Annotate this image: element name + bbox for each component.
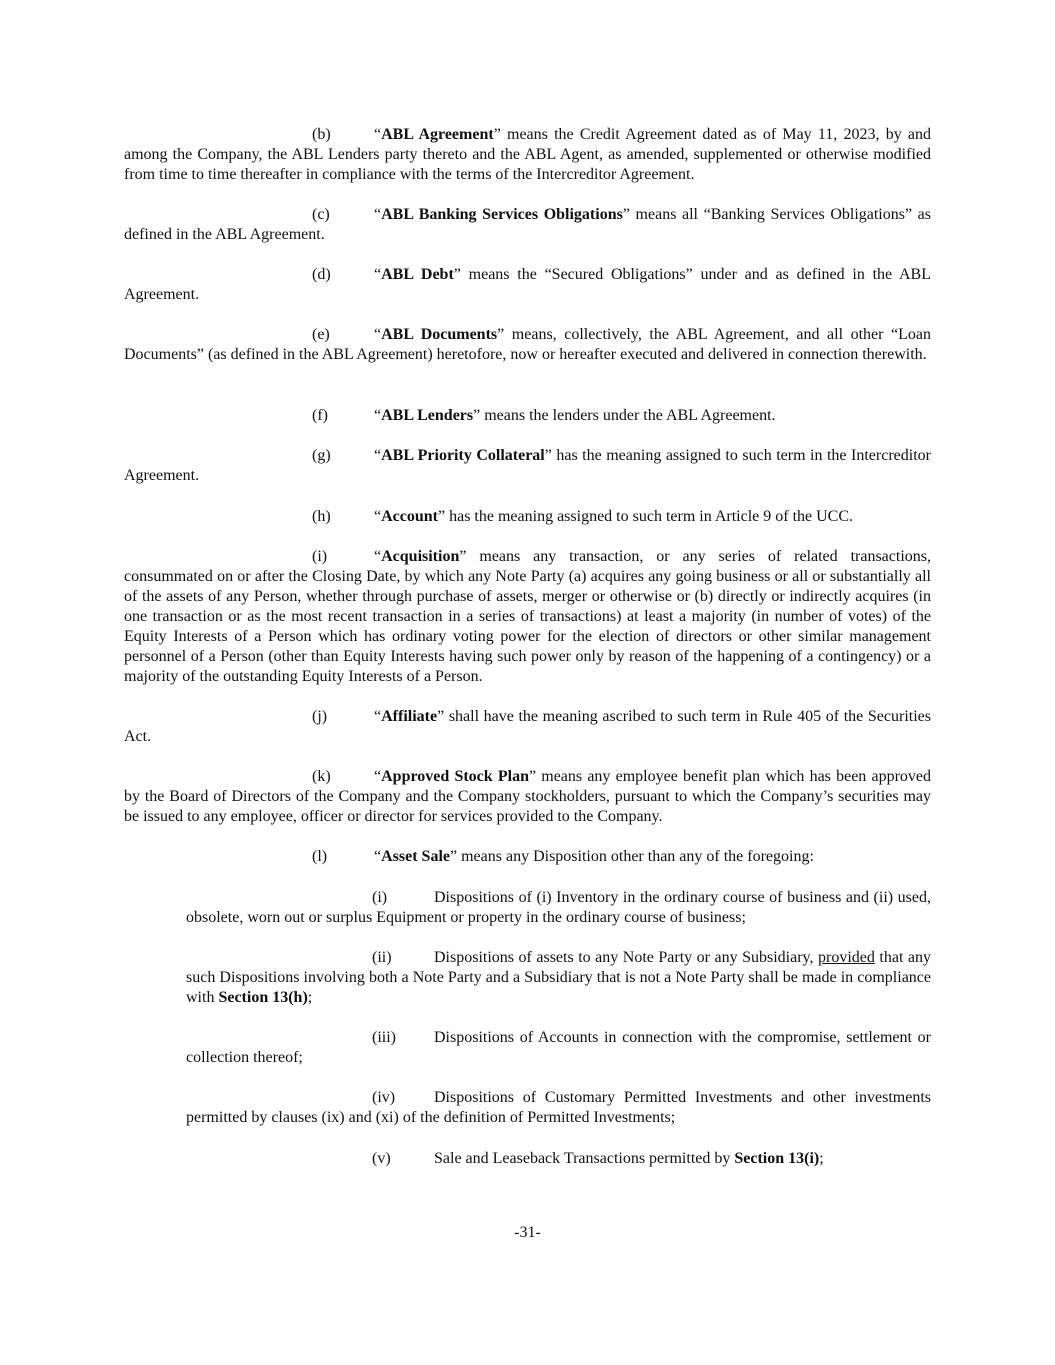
subclause-text: Dispositions of (i) Inventory in the ordinary course of business and (ii) used, obsolete, worn out or surplus Equipment or property in the ordinary course of business; — [186, 889, 931, 926]
subclause-number: (iv) — [372, 1089, 396, 1106]
asset-sale-exclusion-i — [186, 888, 931, 928]
subclause-text: Dispositions of Customary Permitted Investments and other investments permitted by clauses (ix) and (xi) of the definition of Permitted Investments; — [186, 1089, 931, 1126]
defined-term: ABL Debt — [381, 266, 454, 283]
defined-term: ABL Documents — [381, 326, 498, 343]
definition-acquisition: (i) “Acquisition” means any transaction, or any series of related transactions, consummated on or after the Closing Date, by which any Note Party (a) acquires any going business or all or substantially all of the assets of any Person, whether through purchase of assets, merger or otherwise or (b) directly or indirectly acquires (in one transaction or as the most recent transaction in a series of transactions) at least a majority (in number of votes) of the Equity Interests of a Person which has ordinary voting power for the election of directors or other similar management personnel of a Person (other than Equity Interests having such power only by reason of the happening of a contingency) or a majority of the outstanding Equity Interests of a Person. — [124, 548, 931, 685]
clause-number: (h) — [312, 508, 331, 525]
clause-number: (e) — [312, 326, 330, 343]
clause-number: (c) — [312, 206, 330, 223]
definition-text: ” means any employee benefit plan which has been approved by the Board of Directors of the Company and the Company stockholders, pursuant to which the Company’s securities may be issued to any employee, officer or director for services provided to the Company. — [124, 768, 932, 825]
definition-asset-sale: (l) “Asset Sale” means any Disposition other than any of the foregoing: — [312, 848, 814, 865]
clause-number: (b) — [312, 126, 331, 143]
definition-abl-debt: (d) “ABL Debt” means the “Secured Obligations” under and as defined in the ABL Agreement. — [124, 266, 931, 303]
defined-term: Approved Stock Plan — [381, 768, 529, 785]
defined-term: ABL Agreement — [381, 126, 494, 143]
asset-sale-exclusion-v: (v) Sale and Leaseback Transactions permitted by Section 13(i); — [372, 1150, 824, 1167]
subclause-number: (i) — [372, 889, 388, 906]
definition-account: (h) “Account” has the meaning assigned to such term in Article 9 of the UCC. — [312, 508, 854, 525]
subclause-number: (ii) — [372, 949, 392, 966]
subclause-number: (iii) — [372, 1029, 396, 1046]
definition-text: ” has the meaning assigned to such term in the Intercreditor Agreement. — [124, 447, 931, 484]
clause-number: (g) — [312, 447, 331, 464]
page-number: -31- — [514, 1224, 541, 1241]
definition-text: ” means the Credit Agreement dated as of May 11, 2023, by and among the Company, the ABL Lenders party thereto and the ABL Agent, as amended, supplemented or otherwise modified from time to time thereafter in compliance with the terms of the Intercreditor Agreement. — [124, 126, 932, 183]
defined-term: ABL Banking Services Obligations — [381, 206, 623, 223]
section-reference: Section 13(h) — [218, 989, 308, 1006]
clause-number: (k) — [312, 768, 331, 785]
definition-text: ” means the “Secured Obligations” under and as defined in the ABL Agreement. — [124, 266, 931, 303]
definition-abl-documents: (e) “ABL Documents” means, collectively, the ABL Agreement, and all other “Loan Documents” (as defined in the ABL Agreement) heretofore, now or hereafter executed and delivered in connection therewith. — [124, 326, 932, 363]
definition-abl-banking-services-obligations: (c) “ABL Banking Services Obligations” means all “Banking Services Obligations” as defined in the ABL Agreement. — [124, 206, 932, 243]
definition-text: ” means the lenders under the ABL Agreement. — [473, 407, 776, 424]
definition-abl-agreement: (b) “ABL Agreement” means the Credit Agreement dated as of May 11, 2023, by and among the Company, the ABL Lenders party thereto and the ABL Agent, as amended, supplemented or otherwise modified from time to time thereafter in compliance with the terms of the Intercreditor Agreement. — [124, 126, 932, 183]
asset-sale-exclusion-ii: (ii) Dispositions of assets to any Note Party or any Subsidiary, provided that any such Dispositions involving both a Note Party and a Subsidiary that is not a Note Party shall be made in compliance with Section 13(h); — [186, 949, 931, 1006]
clause-number: (d) — [312, 266, 331, 283]
clause-number: (j) — [312, 708, 328, 725]
subclause-number: (v) — [372, 1150, 391, 1167]
definition-text: ” has the meaning assigned to such term in Article 9 of the UCC. — [438, 508, 854, 525]
subclause-text: Dispositions of Accounts in connection with the compromise, settlement or collection thereof; — [186, 1029, 931, 1066]
defined-term: Asset Sale — [381, 848, 450, 865]
defined-term: Affiliate — [381, 708, 438, 725]
definition-text: ” means, collectively, the ABL Agreement, and all other “Loan Documents” (as defined in the ABL Agreement) heretofore, now or hereafter executed and delivered in connection therewith. — [124, 326, 932, 363]
definition-text: ” shall have the meaning ascribed to such term in Rule 405 of the Securities Act. — [124, 708, 931, 745]
definition-affiliate: (j) “Affiliate” shall have the meaning ascribed to such term in Rule 405 of the Securities Act. — [124, 708, 931, 745]
asset-sale-exclusion-iii — [186, 1028, 931, 1068]
defined-term: ABL Lenders — [381, 407, 474, 424]
clause-number: (i) — [312, 548, 328, 565]
definition-text: ” means any Disposition other than any of the foregoing: — [450, 848, 814, 865]
provided-term: provided — [818, 949, 875, 966]
section-reference: Section 13(i) — [734, 1150, 820, 1167]
definition-abl-priority-collateral: (g) “ABL Priority Collateral” has the meaning assigned to such term in the Intercreditor Agreement. — [124, 447, 931, 484]
clause-number: (f) — [312, 407, 328, 424]
definition-text: ” means all “Banking Services Obligations” as defined in the ABL Agreement. — [124, 206, 932, 243]
clause-number: (l) — [312, 848, 328, 865]
asset-sale-exclusion-iv — [186, 1088, 931, 1128]
defined-term: Acquisition — [381, 548, 460, 565]
defined-term: ABL Priority Collateral — [381, 447, 545, 464]
definition-approved-stock-plan: (k) “Approved Stock Plan” means any employee benefit plan which has been approved by the Board of Directors of the Company and the Company stockholders, pursuant to which the Company’s securities may be issued to any employee, officer or director for services provided to the Company. — [124, 768, 932, 825]
definition-abl-lenders: (f) “ABL Lenders” means the lenders under the ABL Agreement. — [312, 407, 776, 424]
definition-text: ” means any transaction, or any series of related transactions, consummated on or after the Closing Date, by which any Note Party (a) acquires any going business or all or substantially all of the assets of any Person, whether through purchase of assets, merger or otherwise or (b) directly or indirectly acquires (in one transaction or as the most recent transaction in a series of transactions) at least a majority (in number of votes) of the Equity Interests of a Person which has ordinary voting power for the election of directors or other similar management personnel of a Person (other than Equity Interests having such power only by reason of the happening of a contingency) or a majority of the outstanding Equity Interests of a Person. — [124, 548, 931, 685]
defined-term: Account — [381, 508, 438, 525]
